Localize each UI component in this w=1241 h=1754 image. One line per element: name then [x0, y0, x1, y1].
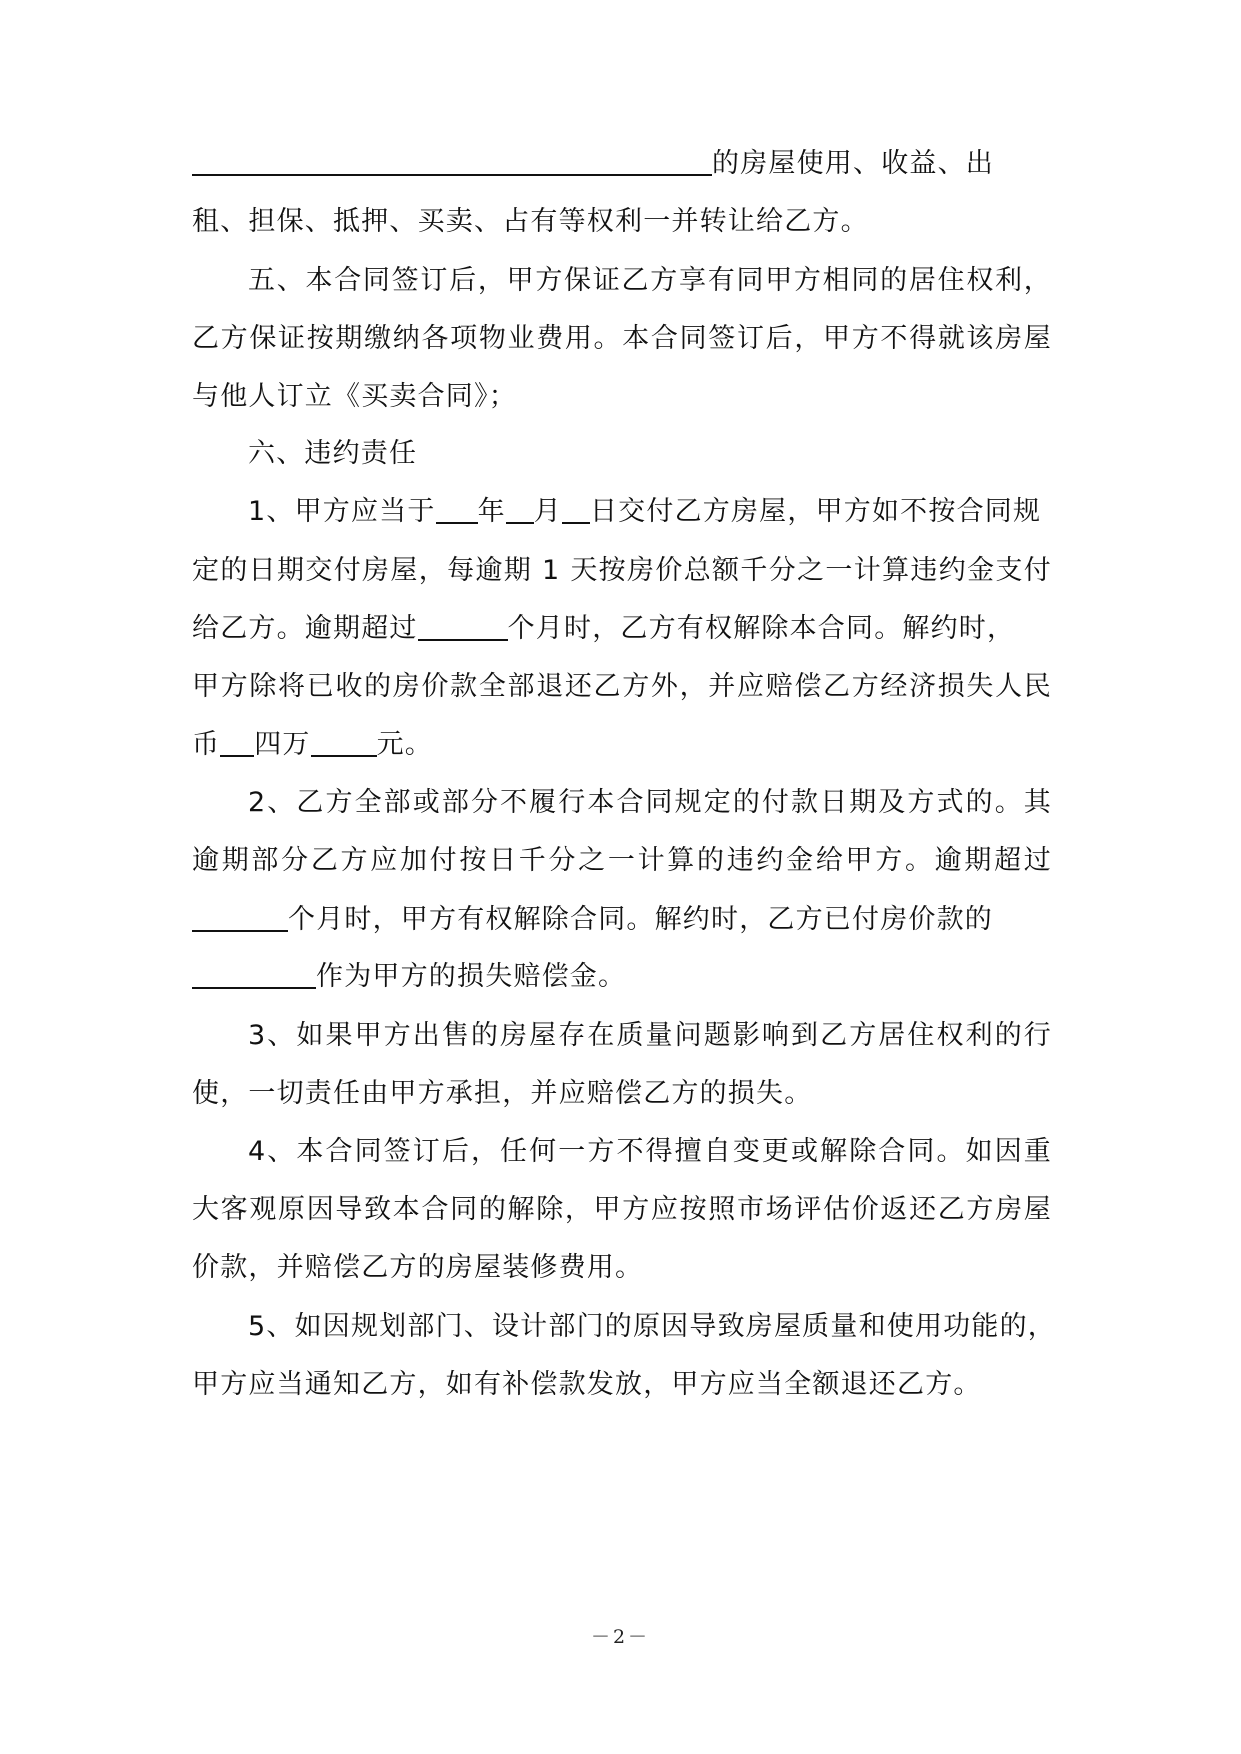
text-fragment: 个月时，乙方有权解除本合同。解约时， [507, 613, 1016, 644]
text-fragment: 作为甲方的损失赔偿金。 [316, 961, 627, 992]
text-line: 甲方应当通知乙方，如有补偿款发放，甲方应当全额退还乙方。 [192, 1369, 982, 1400]
text-line: 乙方保证按期缴纳各项物业费用。本合同签订后，甲方不得就该房屋 [192, 323, 1052, 354]
text-line: 与他人订立《买卖合同》； [192, 381, 517, 412]
fill-blank [220, 725, 254, 757]
clause-2-line: 2、乙方全部或部分不履行本合同规定的付款日期及方式的。其 [248, 787, 1052, 818]
text-line [192, 604, 1052, 654]
clause-4-line: 4、本合同签订后，任何一方不得擅自变更或解除合同。如因重 [248, 1136, 1052, 1167]
text-fragment: 给乙方。逾期超过 [192, 613, 418, 644]
text-line: 大客观原因导致本合同的解除，甲方应按照市场评估价返还乙方房屋 [192, 1194, 1052, 1225]
section-five-line: 五、本合同签订后，甲方保证乙方享有同甲方相同的居住权利， [248, 265, 1052, 296]
text-fragment: 个月时，甲方有权解除合同。解约时，乙方已付房价款的 [288, 904, 993, 935]
fill-blank [418, 609, 508, 641]
filled-amount: 四万 [254, 729, 311, 760]
text-line: 租、担保、抵押、买卖、占有等权利一并转让给乙方。 [192, 206, 869, 237]
text-line [192, 952, 1052, 1002]
fill-blank [192, 144, 712, 176]
text-fragment: 币 [192, 729, 221, 760]
text-fragment: 的房屋使用、收益、出 [712, 148, 994, 179]
text-fragment: 元。 [376, 729, 434, 760]
clause-3-line: 3、如果甲方出售的房屋存在质量问题影响到乙方居住权利的行 [248, 1020, 1052, 1051]
text-line [192, 139, 1052, 189]
text-fragment: 年 [477, 496, 506, 527]
section-heading: 六、违约责任 [248, 438, 418, 469]
text-fragment: 日交付乙方房屋，甲方如不按合同规 [589, 496, 1042, 527]
fill-blank [192, 957, 316, 989]
fill-blank [436, 492, 478, 524]
clause-1-line [248, 487, 1052, 537]
fill-blank [562, 492, 590, 524]
page-number: －2－ [590, 1626, 651, 1648]
text-fragment: 1、甲方应当于 [248, 496, 436, 527]
text-line: 使，一切责任由甲方承担，并应赔偿乙方的损失。 [192, 1078, 813, 1109]
clause-5-line: 5、如因规划部门、设计部门的原因导致房屋质量和使用功能的， [248, 1311, 1056, 1342]
text-line: 价款，并赔偿乙方的房屋装修费用。 [192, 1252, 644, 1283]
text-line [192, 895, 1052, 945]
fill-blank [311, 725, 377, 757]
text-line: 定的日期交付房屋，每逾期 1 天按房价总额千分之一计算违约金支付 [192, 555, 1052, 586]
fill-blank [506, 492, 534, 524]
text-line: 逾期部分乙方应加付按日千分之一计算的违约金给甲方。逾期超过 [192, 845, 1052, 876]
fill-blank [192, 900, 288, 932]
text-line: 甲方除将已收的房价款全部退还乙方外，并应赔偿乙方经济损失人民 [192, 671, 1052, 702]
text-fragment: 月 [533, 496, 562, 527]
text-line [192, 720, 1052, 770]
